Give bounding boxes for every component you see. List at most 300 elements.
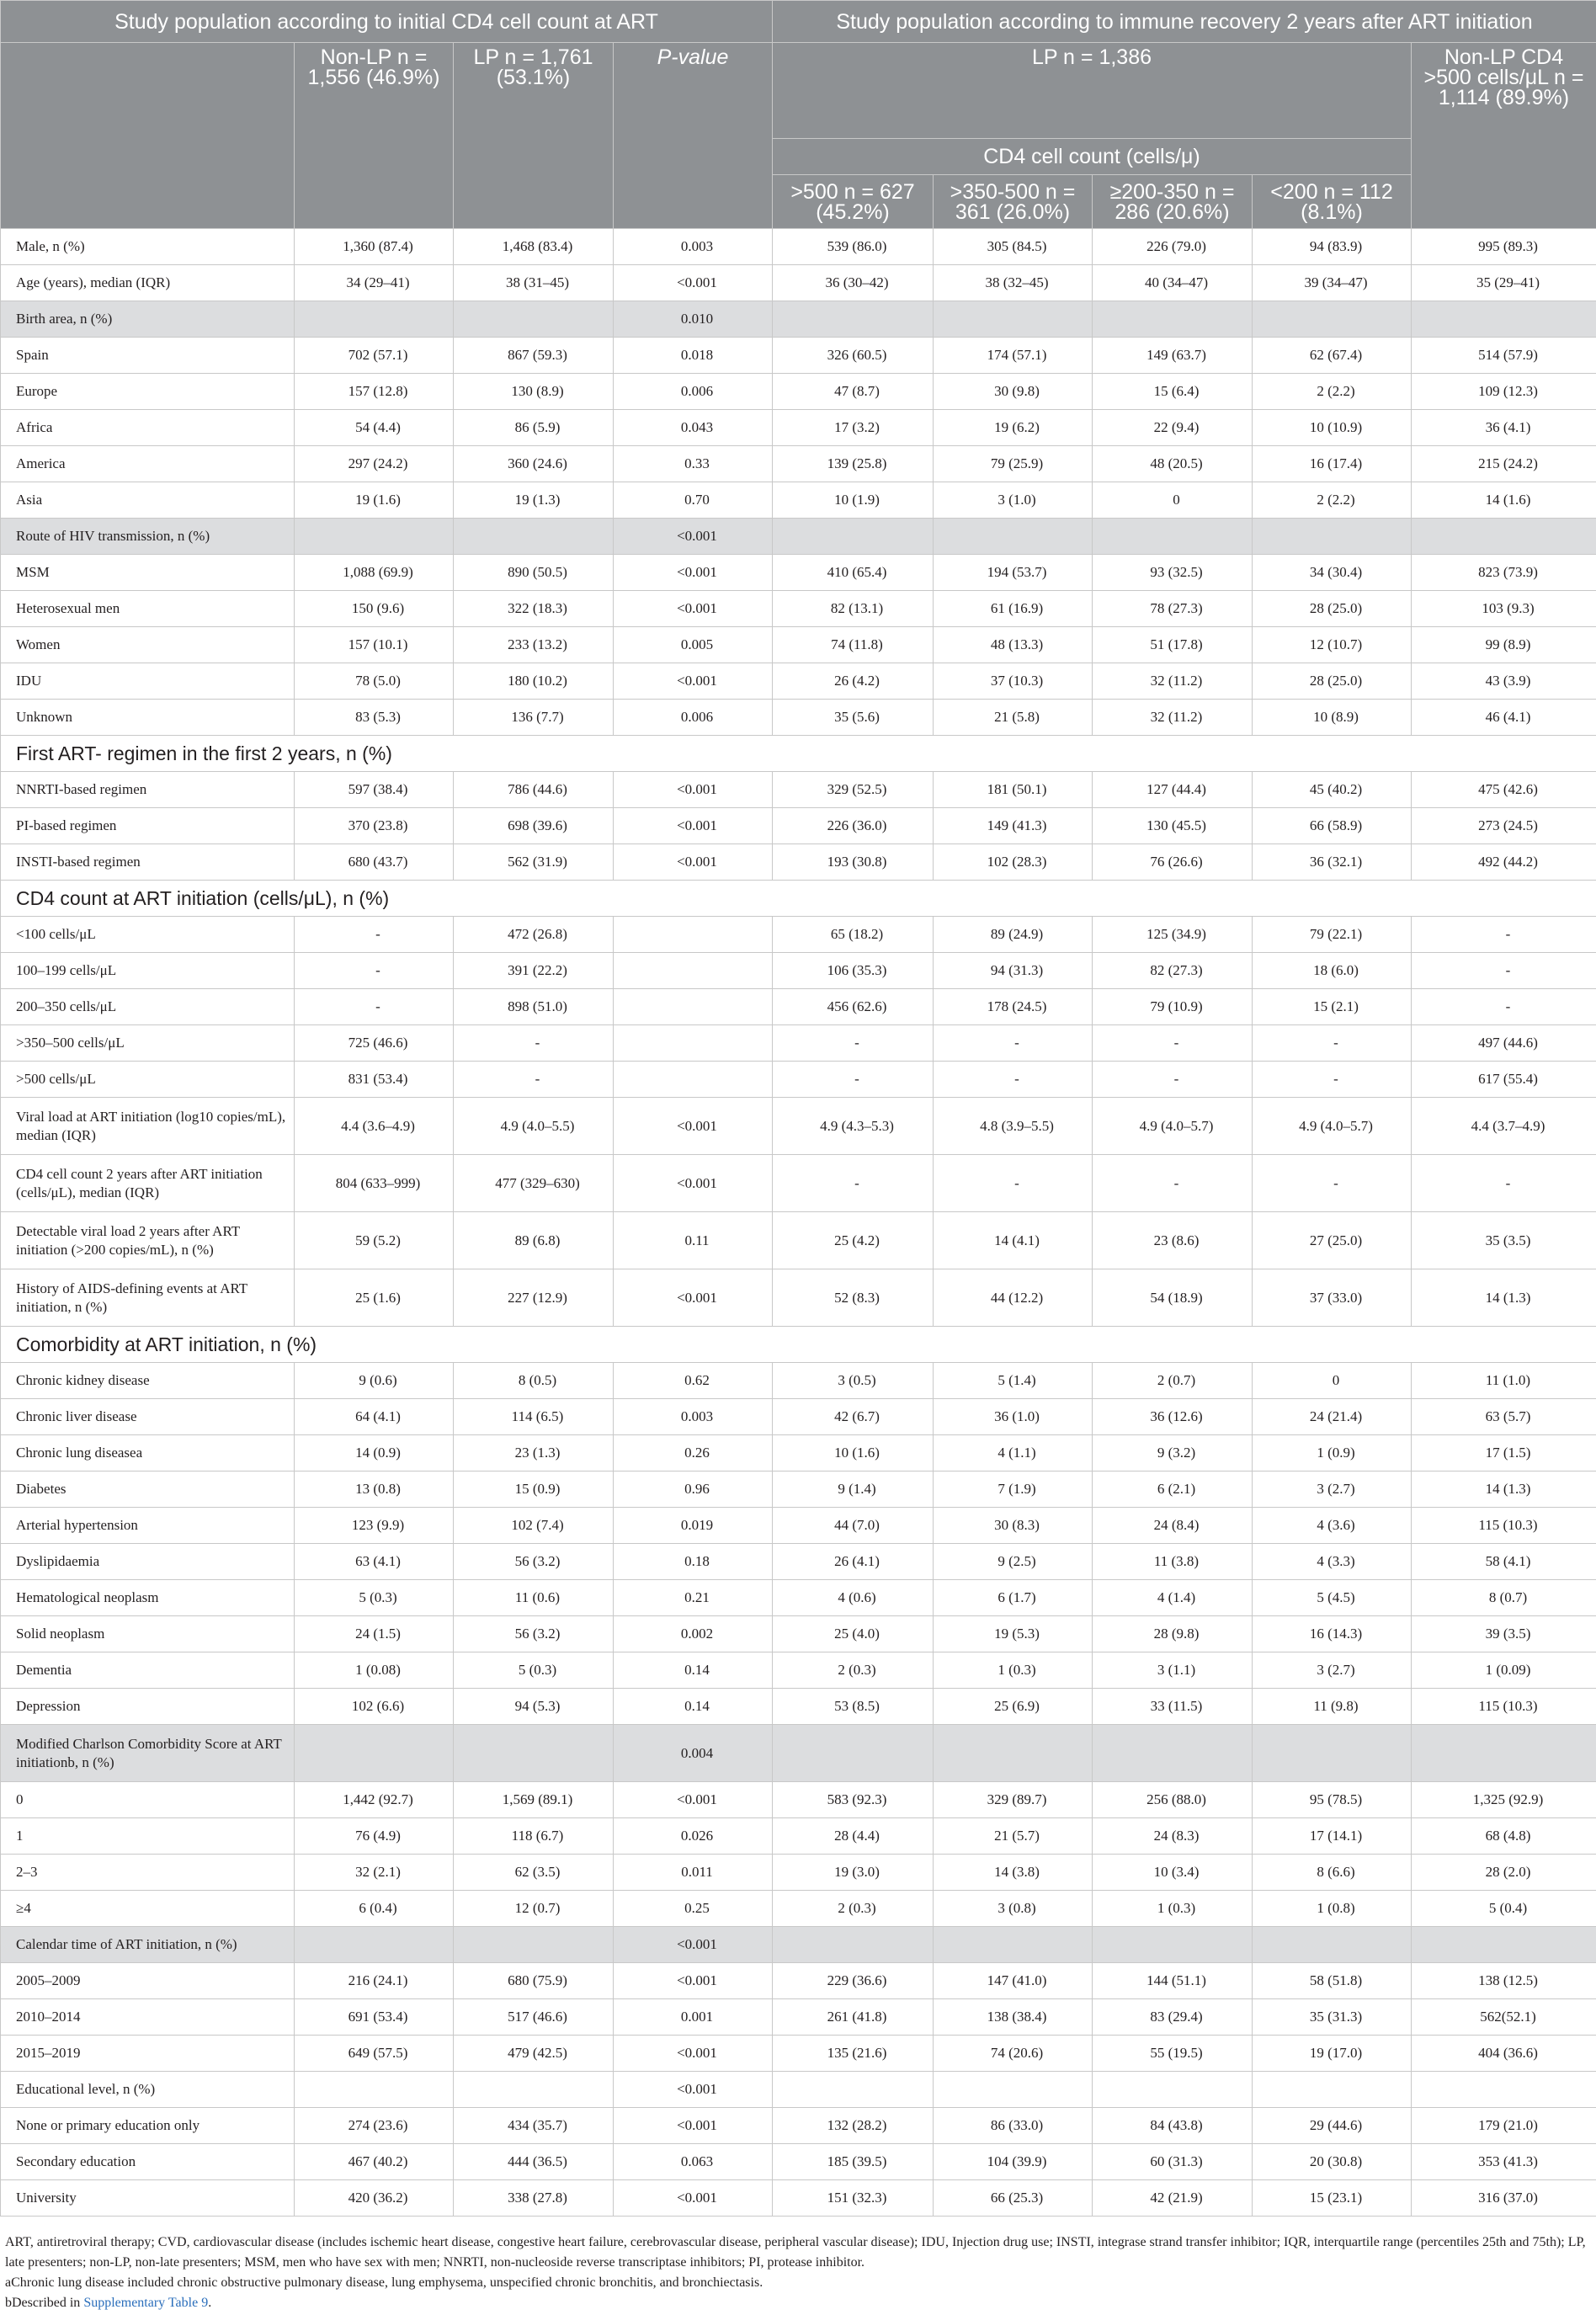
table-cell: <0.001	[614, 844, 773, 881]
table-cell: 0.33	[614, 446, 773, 482]
table-cell: 14 (1.6)	[1412, 482, 1596, 519]
table-cell: 391 (22.2)	[454, 953, 614, 989]
table-cell: 114 (6.5)	[454, 1399, 614, 1435]
table-cell	[1093, 301, 1253, 338]
row-label: Male, n (%)	[1, 229, 295, 265]
table-cell: <0.001	[614, 808, 773, 844]
table-cell: 4.9 (4.0–5.7)	[1253, 1098, 1412, 1155]
table-row	[1, 953, 1596, 989]
table-cell: 48 (13.3)	[934, 627, 1093, 663]
table-row	[1, 1269, 1596, 1327]
table-cell: 76 (4.9)	[295, 1818, 454, 1855]
table-cell: 7 (1.9)	[934, 1471, 1093, 1508]
table-cell: 597 (38.4)	[295, 772, 454, 808]
table-cell: 23 (8.6)	[1093, 1212, 1253, 1269]
row-label: PI-based regimen	[1, 808, 295, 844]
table-cell: 123 (9.9)	[295, 1508, 454, 1544]
table-cell: 444 (36.5)	[454, 2144, 614, 2180]
table-cell: <0.001	[614, 2180, 773, 2217]
table-cell: 3 (2.7)	[1253, 1652, 1412, 1689]
table-cell: <0.001	[614, 265, 773, 301]
table-cell: 2 (0.3)	[773, 1652, 934, 1689]
row-label: 2–3	[1, 1855, 295, 1891]
table-row	[1, 663, 1596, 700]
table-cell: 456 (62.6)	[773, 989, 934, 1025]
table-cell: 1,468 (83.4)	[454, 229, 614, 265]
table-cell: 5 (1.4)	[934, 1363, 1093, 1399]
table-row	[1, 1891, 1596, 1927]
table-cell: -	[1253, 1155, 1412, 1212]
table-cell: 786 (44.6)	[454, 772, 614, 808]
table-row	[1, 1999, 1596, 2036]
table-row	[1, 736, 1596, 772]
table-cell: 180 (10.2)	[454, 663, 614, 700]
table-cell: 19 (6.2)	[934, 410, 1093, 446]
table-cell: -	[454, 1025, 614, 1062]
table-row	[1, 265, 1596, 301]
table-cell: 420 (36.2)	[295, 2180, 454, 2217]
row-label: IDU	[1, 663, 295, 700]
table-cell	[934, 2072, 1093, 2108]
table-row	[1, 700, 1596, 736]
table-body	[1, 229, 1596, 2217]
table-cell: 15 (6.4)	[1093, 374, 1253, 410]
table-cell: 52 (8.3)	[773, 1269, 934, 1327]
table-cell: 104 (39.9)	[934, 2144, 1093, 2180]
table-row	[1, 881, 1596, 917]
footnote-b-suffix: .	[208, 2296, 212, 2310]
table-cell: 11 (9.8)	[1253, 1689, 1412, 1725]
table-cell: 149 (63.7)	[1093, 338, 1253, 374]
header-group-initial-cd4: Study population according to initial CD4 cell count at ART	[1, 1, 773, 43]
table-cell: 53 (8.5)	[773, 1689, 934, 1725]
table-cell: 150 (9.6)	[295, 591, 454, 627]
table-cell: 51 (17.8)	[1093, 627, 1253, 663]
table-cell: 60 (31.3)	[1093, 2144, 1253, 2180]
table-row	[1, 844, 1596, 881]
table-cell: 25 (4.2)	[773, 1212, 934, 1269]
table-cell: 3 (1.0)	[934, 482, 1093, 519]
row-label: Viral load at ART initiation (log10 copies/mL), median (IQR)	[1, 1098, 295, 1155]
row-label: Chronic kidney disease	[1, 1363, 295, 1399]
table-cell: 43 (3.9)	[1412, 663, 1596, 700]
table-cell: 3 (0.5)	[773, 1363, 934, 1399]
row-label: 2015–2019	[1, 2036, 295, 2072]
table-row	[1, 2180, 1596, 2217]
table-cell: 8 (0.5)	[454, 1363, 614, 1399]
table-cell: 66 (25.3)	[934, 2180, 1093, 2217]
table-cell: 305 (84.5)	[934, 229, 1093, 265]
row-label: Dyslipidaemia	[1, 1544, 295, 1580]
table-row	[1, 1652, 1596, 1689]
table-row	[1, 808, 1596, 844]
table-cell: 79 (10.9)	[1093, 989, 1253, 1025]
table-cell: 0.21	[614, 1580, 773, 1616]
row-label: 1	[1, 1818, 295, 1855]
table-cell: 79 (22.1)	[1253, 917, 1412, 953]
table-row	[1, 1963, 1596, 1999]
table-cell: 24 (8.3)	[1093, 1818, 1253, 1855]
table-cell: 15 (0.9)	[454, 1471, 614, 1508]
row-label: INSTI-based regimen	[1, 844, 295, 881]
table-cell: 4 (1.4)	[1093, 1580, 1253, 1616]
table-cell: 38 (31–45)	[454, 265, 614, 301]
table-cell	[614, 1062, 773, 1098]
table-cell: 109 (12.3)	[1412, 374, 1596, 410]
table-cell: 898 (51.0)	[454, 989, 614, 1025]
table-row	[1, 1471, 1596, 1508]
table-cell: 19 (17.0)	[1253, 2036, 1412, 2072]
table-row	[1, 1927, 1596, 1963]
table-cell: 8 (0.7)	[1412, 1580, 1596, 1616]
table-cell: 76 (26.6)	[1093, 844, 1253, 881]
table-cell: 2 (0.7)	[1093, 1363, 1253, 1399]
table-cell: 178 (24.5)	[934, 989, 1093, 1025]
table-cell: 130 (45.5)	[1093, 808, 1253, 844]
table-cell: 58 (4.1)	[1412, 1544, 1596, 1580]
table-cell: 233 (13.2)	[454, 627, 614, 663]
table-cell: 890 (50.5)	[454, 555, 614, 591]
table-cell: 185 (39.5)	[773, 2144, 934, 2180]
table-cell: 35 (5.6)	[773, 700, 934, 736]
table-cell: -	[1093, 1155, 1253, 1212]
table-cell: 28 (9.8)	[1093, 1616, 1253, 1652]
table-cell: -	[934, 1062, 1093, 1098]
table-cell: 1,360 (87.4)	[295, 229, 454, 265]
row-label: Depression	[1, 1689, 295, 1725]
table-cell: -	[454, 1062, 614, 1098]
table-cell: 6 (0.4)	[295, 1891, 454, 1927]
table-cell: 46 (4.1)	[1412, 700, 1596, 736]
table-cell: 410 (65.4)	[773, 555, 934, 591]
table-cell: 48 (20.5)	[1093, 446, 1253, 482]
table-cell	[773, 301, 934, 338]
row-label: Secondary education	[1, 2144, 295, 2180]
table-cell: <0.001	[614, 2072, 773, 2108]
row-label: Hematological neoplasm	[1, 1580, 295, 1616]
table-cell: 10 (10.9)	[1253, 410, 1412, 446]
table-cell: 95 (78.5)	[1253, 1782, 1412, 1818]
table-cell: 32 (2.1)	[295, 1855, 454, 1891]
table-row	[1, 1725, 1596, 1782]
table-cell: 68 (4.8)	[1412, 1818, 1596, 1855]
table-cell: 0	[1253, 1363, 1412, 1399]
table-row	[1, 519, 1596, 555]
supplementary-table-link[interactable]: Supplementary Table 9	[83, 2296, 209, 2310]
table-cell: 39 (34–47)	[1253, 265, 1412, 301]
table-cell: 94 (83.9)	[1253, 229, 1412, 265]
table-row	[1, 446, 1596, 482]
row-label: Arterial hypertension	[1, 1508, 295, 1544]
table-cell: 497 (44.6)	[1412, 1025, 1596, 1062]
table-cell: 9 (3.2)	[1093, 1435, 1253, 1471]
table-cell: 680 (43.7)	[295, 844, 454, 881]
table-cell: 0.019	[614, 1508, 773, 1544]
table-row	[1, 338, 1596, 374]
row-label: Modified Charlson Comorbidity Score at ART initiationb, n (%)	[1, 1725, 295, 1782]
table-cell: <0.001	[614, 1155, 773, 1212]
table-cell: 21 (5.8)	[934, 700, 1093, 736]
row-label: Route of HIV transmission, n (%)	[1, 519, 295, 555]
table-cell: 370 (23.8)	[295, 808, 454, 844]
table-cell: -	[773, 1155, 934, 1212]
header-cd4-200-350: ≥200-350 n = 286 (20.6%)	[1093, 175, 1253, 229]
table-cell: 24 (21.4)	[1253, 1399, 1412, 1435]
table-cell: 0.26	[614, 1435, 773, 1471]
table-cell: 1 (0.9)	[1253, 1435, 1412, 1471]
table-cell: -	[773, 1062, 934, 1098]
table-cell: 326 (60.5)	[773, 338, 934, 374]
table-cell: 479 (42.5)	[454, 2036, 614, 2072]
table-cell: 702 (57.1)	[295, 338, 454, 374]
row-label: 2005–2009	[1, 1963, 295, 1999]
table-cell: 0.063	[614, 2144, 773, 2180]
table-cell: 0.010	[614, 301, 773, 338]
header-lp-total: LP n = 1,386	[773, 43, 1412, 139]
table-cell: 831 (53.4)	[295, 1062, 454, 1098]
table-cell: 5 (4.5)	[1253, 1580, 1412, 1616]
table-cell: 215 (24.2)	[1412, 446, 1596, 482]
table-cell: 4.9 (4.0–5.5)	[454, 1098, 614, 1155]
section-header: First ART- regimen in the first 2 years, n (%)	[1, 736, 1596, 772]
table-cell: 84 (43.8)	[1093, 2108, 1253, 2144]
table-cell	[1253, 1725, 1412, 1782]
table-cell: 12 (0.7)	[454, 1891, 614, 1927]
table-cell: 17 (3.2)	[773, 410, 934, 446]
table-row	[1, 2144, 1596, 2180]
table-cell: 174 (57.1)	[934, 338, 1093, 374]
table-cell: 297 (24.2)	[295, 446, 454, 482]
table-cell	[295, 2072, 454, 2108]
table-cell: 583 (92.3)	[773, 1782, 934, 1818]
table-cell	[1093, 1927, 1253, 1963]
table-cell: <0.001	[614, 1098, 773, 1155]
table-cell: 83 (29.4)	[1093, 1999, 1253, 2036]
table-cell: 0.026	[614, 1818, 773, 1855]
table-cell: 65 (18.2)	[773, 917, 934, 953]
row-label: America	[1, 446, 295, 482]
table-cell: 477 (329–630)	[454, 1155, 614, 1212]
table-cell: 23 (1.3)	[454, 1435, 614, 1471]
table-cell: 102 (6.6)	[295, 1689, 454, 1725]
table-cell: 37 (33.0)	[1253, 1269, 1412, 1327]
table-cell: 86 (5.9)	[454, 410, 614, 446]
table-cell: 28 (25.0)	[1253, 663, 1412, 700]
table-cell	[1093, 519, 1253, 555]
table-cell: -	[1093, 1062, 1253, 1098]
table-cell: 54 (4.4)	[295, 410, 454, 446]
table-cell: 47 (8.7)	[773, 374, 934, 410]
table-row	[1, 989, 1596, 1025]
table-cell: 61 (16.9)	[934, 591, 1093, 627]
row-label: Chronic liver disease	[1, 1399, 295, 1435]
table-cell: 17 (14.1)	[1253, 1818, 1412, 1855]
row-label: Dementia	[1, 1652, 295, 1689]
table-cell: 472 (26.8)	[454, 917, 614, 953]
table-cell: 0.001	[614, 1999, 773, 2036]
table-cell: 22 (9.4)	[1093, 410, 1253, 446]
table-cell: 89 (24.9)	[934, 917, 1093, 953]
table-cell	[454, 2072, 614, 2108]
table-cell: 329 (52.5)	[773, 772, 934, 808]
table-cell	[1412, 301, 1596, 338]
table-cell	[1253, 1927, 1412, 1963]
footnote-abbreviations: ART, antiretroviral therapy; CVD, cardiovascular disease (includes ischemic heart disease, congestive heart failure, cerebrovascular disease, peripheral vascular disease); IDU, Injection drug use; INSTI, integrase strand transfer inhibitor; IQR, interquartile range (percentiles 25th and 75th); LP, late presenters; non-LP, non-late presenters; MSM, men who have sex with men; NNRTI, non-nucleoside reverse transcriptase inhibitors; PI, protease inhibitor.	[5, 2235, 1586, 2270]
table-cell: -	[295, 989, 454, 1025]
table-cell: 118 (6.7)	[454, 1818, 614, 1855]
table-cell: 562(52.1)	[1412, 1999, 1596, 2036]
table-row	[1, 917, 1596, 953]
header-cd4-350-500: >350-500 n = 361 (26.0%)	[934, 175, 1093, 229]
table-cell: 30 (9.8)	[934, 374, 1093, 410]
row-label: Calendar time of ART initiation, n (%)	[1, 1927, 295, 1963]
table-cell: 698 (39.6)	[454, 808, 614, 844]
table-row	[1, 1399, 1596, 1435]
section-header: CD4 count at ART initiation (cells/μL), n (%)	[1, 881, 1596, 917]
table-cell: 3 (0.8)	[934, 1891, 1093, 1927]
table-cell: 4.4 (3.6–4.9)	[295, 1098, 454, 1155]
table-cell: 0.006	[614, 700, 773, 736]
table-cell: 55 (19.5)	[1093, 2036, 1253, 2072]
table-cell: -	[773, 1025, 934, 1062]
table-cell: 86 (33.0)	[934, 2108, 1093, 2144]
table-cell: 867 (59.3)	[454, 338, 614, 374]
table-cell: 0.002	[614, 1616, 773, 1652]
table-row	[1, 410, 1596, 446]
table-cell: 56 (3.2)	[454, 1616, 614, 1652]
table-cell: <0.001	[614, 1963, 773, 1999]
table-cell: 94 (5.3)	[454, 1689, 614, 1725]
row-label: 200–350 cells/μL	[1, 989, 295, 1025]
section-header: Comorbidity at ART initiation, n (%)	[1, 1327, 1596, 1363]
table-cell: 338 (27.8)	[454, 2180, 614, 2217]
table-cell	[454, 519, 614, 555]
table-cell: 44 (7.0)	[773, 1508, 934, 1544]
table-cell: 3 (1.1)	[1093, 1652, 1253, 1689]
table-cell: 74 (11.8)	[773, 627, 934, 663]
table-cell: 135 (21.6)	[773, 2036, 934, 2072]
table-cell: 10 (1.6)	[773, 1435, 934, 1471]
table-cell: 4 (3.3)	[1253, 1544, 1412, 1580]
table-cell: 36 (4.1)	[1412, 410, 1596, 446]
table-cell: 1 (0.3)	[1093, 1891, 1253, 1927]
table-cell: 26 (4.1)	[773, 1544, 934, 1580]
table-cell: 32 (11.2)	[1093, 663, 1253, 700]
table-cell: 6 (1.7)	[934, 1580, 1093, 1616]
row-label: History of AIDS-defining events at ART initiation, n (%)	[1, 1269, 295, 1327]
table-cell: 89 (6.8)	[454, 1212, 614, 1269]
row-label: ≥4	[1, 1891, 295, 1927]
table-cell	[295, 519, 454, 555]
table-cell: 74 (20.6)	[934, 2036, 1093, 2072]
table-cell: 179 (21.0)	[1412, 2108, 1596, 2144]
table-cell	[934, 1725, 1093, 1782]
table-cell: 106 (35.3)	[773, 953, 934, 989]
table-cell: 147 (41.0)	[934, 1963, 1093, 1999]
table-cell: 34 (30.4)	[1253, 555, 1412, 591]
row-label: Educational level, n (%)	[1, 2072, 295, 2108]
table-row	[1, 1855, 1596, 1891]
table-row	[1, 1025, 1596, 1062]
row-label: Spain	[1, 338, 295, 374]
table-cell: 157 (12.8)	[295, 374, 454, 410]
table-cell	[1253, 519, 1412, 555]
table-row	[1, 772, 1596, 808]
table-cell: 27 (25.0)	[1253, 1212, 1412, 1269]
table-cell: 0	[1093, 482, 1253, 519]
table-cell: <0.001	[614, 519, 773, 555]
table-cell	[454, 1927, 614, 1963]
table-row	[1, 591, 1596, 627]
table-cell: 11 (0.6)	[454, 1580, 614, 1616]
table-cell: 0.11	[614, 1212, 773, 1269]
table-cell: 1,569 (89.1)	[454, 1782, 614, 1818]
row-label: Women	[1, 627, 295, 663]
header-group-immune-recovery: Study population according to immune recovery 2 years after ART initiation	[773, 1, 1596, 43]
table-cell: 1 (0.09)	[1412, 1652, 1596, 1689]
table-cell: 467 (40.2)	[295, 2144, 454, 2180]
table-cell: 226 (36.0)	[773, 808, 934, 844]
table-cell: 59 (5.2)	[295, 1212, 454, 1269]
table-cell: 99 (8.9)	[1412, 627, 1596, 663]
table-cell	[1253, 2072, 1412, 2108]
table-cell	[295, 301, 454, 338]
table-cell: 514 (57.9)	[1412, 338, 1596, 374]
table-cell: 4.9 (4.3–5.3)	[773, 1098, 934, 1155]
table-cell: <0.001	[614, 1269, 773, 1327]
table-cell	[1093, 1725, 1253, 1782]
table-cell: 14 (4.1)	[934, 1212, 1093, 1269]
table-cell	[773, 519, 934, 555]
table-row	[1, 1212, 1596, 1269]
table-cell: 804 (633–999)	[295, 1155, 454, 1212]
table-row	[1, 1098, 1596, 1155]
table-cell: 14 (0.9)	[295, 1435, 454, 1471]
table-cell: 37 (10.3)	[934, 663, 1093, 700]
table-cell: 20 (30.8)	[1253, 2144, 1412, 2180]
table-cell: 9 (2.5)	[934, 1544, 1093, 1580]
table-cell: 54 (18.9)	[1093, 1269, 1253, 1327]
row-label: Europe	[1, 374, 295, 410]
table-cell: 0.70	[614, 482, 773, 519]
row-label: CD4 cell count 2 years after ART initiation (cells/μL), median (IQR)	[1, 1155, 295, 1212]
row-label: Birth area, n (%)	[1, 301, 295, 338]
table-cell: 44 (12.2)	[934, 1269, 1093, 1327]
table-cell: 16 (17.4)	[1253, 446, 1412, 482]
table-row	[1, 1363, 1596, 1399]
table-cell: 82 (13.1)	[773, 591, 934, 627]
table-cell: 18 (6.0)	[1253, 953, 1412, 989]
table-cell: 10 (3.4)	[1093, 1855, 1253, 1891]
table-row	[1, 2072, 1596, 2108]
table-row	[1, 1327, 1596, 1363]
table-cell: 83 (5.3)	[295, 700, 454, 736]
table-cell	[1412, 519, 1596, 555]
table-cell: 0.018	[614, 338, 773, 374]
table-cell: 274 (23.6)	[295, 2108, 454, 2144]
table-cell: 9 (0.6)	[295, 1363, 454, 1399]
table-cell: 149 (41.3)	[934, 808, 1093, 844]
table-cell: 5 (0.3)	[295, 1580, 454, 1616]
table-cell	[454, 301, 614, 338]
table-cell: -	[295, 917, 454, 953]
table-cell	[1093, 2072, 1253, 2108]
table-row	[1, 1544, 1596, 1580]
table-cell: 62 (3.5)	[454, 1855, 614, 1891]
table-cell: 5 (0.4)	[1412, 1891, 1596, 1927]
table-row	[1, 2036, 1596, 2072]
table-row	[1, 627, 1596, 663]
